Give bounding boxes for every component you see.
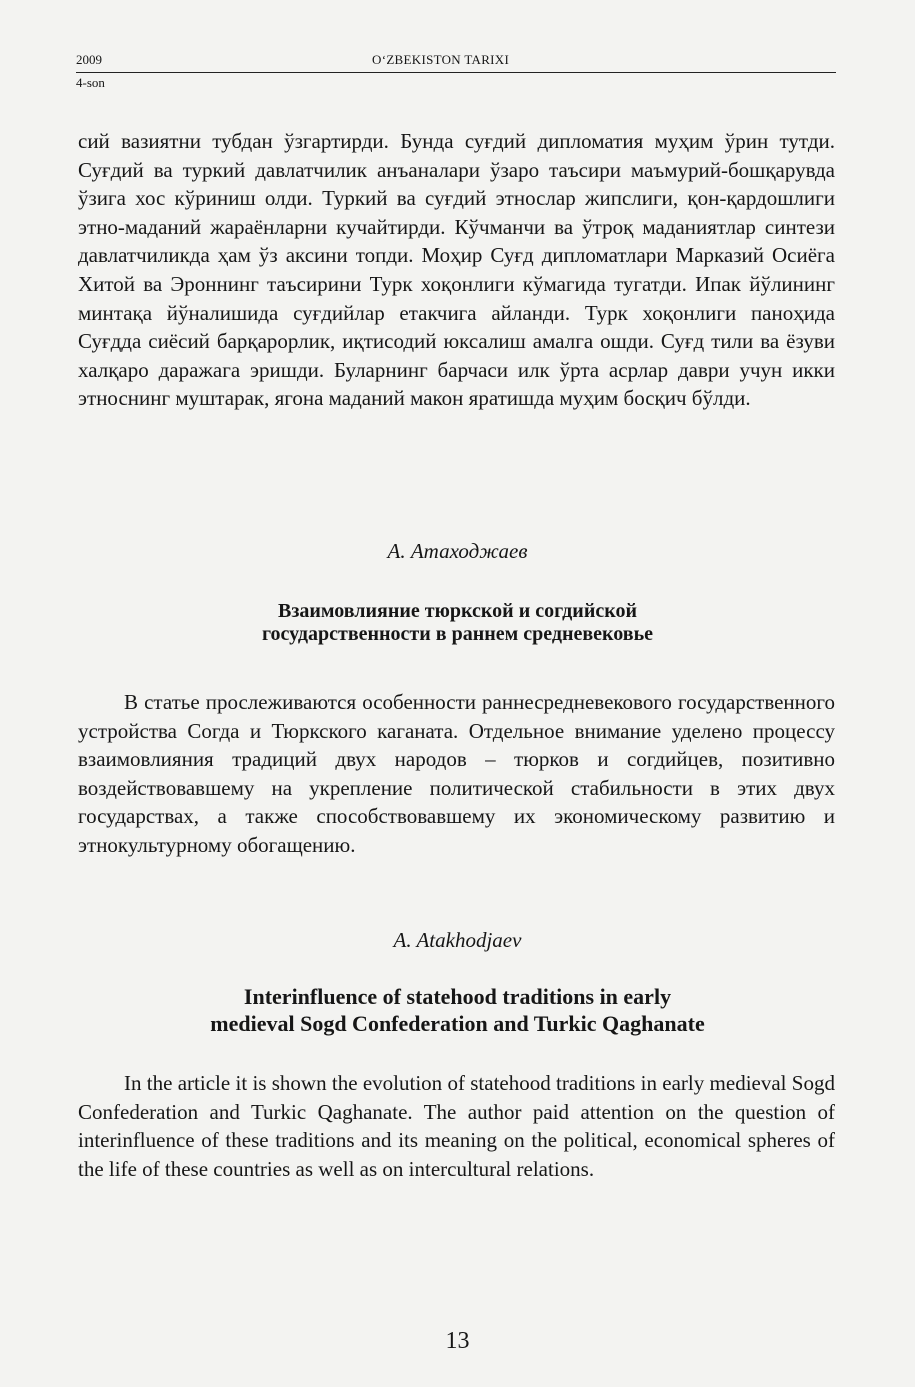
running-header [76,52,836,88]
english-title-line-2: medieval Sogd Confederation and Turkic Qaghanate [210,1011,705,1036]
header-year: 2009 [76,52,102,67]
header-issue: 4-son [76,75,105,90]
russian-title-line-2: государственности в раннем средневековье [261,623,654,645]
english-title-line-1: Interinfluence of statehood traditions in early [243,984,672,1009]
header-rule [76,72,836,73]
header-journal-title: O‘ZBEKISTON TARIXI [372,52,510,67]
english-abstract: In the article it is shown the evolution of statehood traditions in early medieval Sogd Confederation and Turkic Qaghanate. The author paid attention on the question of interinfluence of these traditions and its meaning on the political, economical spheres of the life of these countries as well as on intercultural relations. [78,1071,835,1181]
russian-author: А. Атаходжаев [387,539,528,563]
russian-title [120,600,795,646]
english-author: A. Atakhodjaev [393,928,522,952]
uzbek-conclusion-paragraph: сий вазиятни тубдан ўзгартирди. Бунда суғдий дипломатия муҳим ўрин тутди. Суғдий ва туркий давлатчилик анъаналари ўзаро таъсири маъмурий-бошқарувда ўзига хос кўриниш олди. Туркий ва суғдий этнослар жипслиги, қон-қардошлиги этно-маданий жараёнларни кучайтирди. Кўчманчи ва ўтроқ маданиятлар синтези давлатчиликда ҳам ўз аксини топди. Моҳир Суғд дипломатлари Марказий Осиёга Хитой ва Эроннинг таъсирини Турк хоқонлиги кўмагида тугатди. Ипак йўлининг минтақа йўналишида суғдийлар етакчига айланди. Турк хоқонлиги паноҳида Суғдда сиёсий барқарорлик, иқтисодий юксалиш амалга ошди. Суғд тили ва ёзуви халқаро даражага эришди. Буларнинг барчаси илк ўрта асрлар даври учун икки этноснинг муштарак, ягона маданий макон яратишда муҳим босқич бўлди. [78,129,835,411]
russian-abstract: В статье прослеживаются особенности раннесредневекового государственного устройства Согда и Тюркского каганата. Отдельное внимание уделено процессу взаимовлияния традиций двух народов – тюрков и согдийцев, позитивно воздействовавшему на укрепление политической стабильности в этих двух государствах, а также способствовавшему их экономическому развитию и этнокультурному обогащению. [78,690,835,857]
russian-title-line-1: Взаимовлияние тюркской и согдийской [277,600,637,622]
page-number: 13 [445,1328,470,1354]
english-title [120,983,795,1037]
